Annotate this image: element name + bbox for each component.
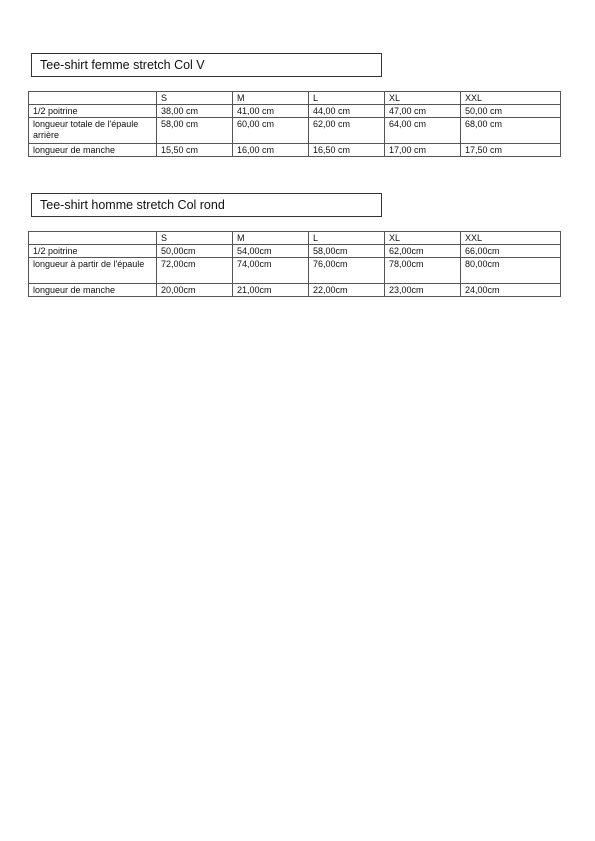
table-cell: 74,00cm	[233, 258, 309, 284]
table-cell: 64,00 cm	[385, 118, 461, 144]
row-label: longueur de manche	[29, 284, 157, 297]
header-cell: L	[309, 92, 385, 105]
table-row	[29, 118, 561, 144]
header-cell: L	[309, 232, 385, 245]
table-cell: 60,00 cm	[233, 118, 309, 144]
table-cell: 58,00cm	[309, 245, 385, 258]
table-row	[29, 144, 561, 157]
table-cell: 78,00cm	[385, 258, 461, 284]
table-header-row	[29, 232, 561, 245]
table-cell: 66,00cm	[461, 245, 561, 258]
table-cell: 21,00cm	[233, 284, 309, 297]
row-label: longueur totale de l'épaule arrière	[29, 118, 157, 144]
table-cell: 50,00cm	[157, 245, 233, 258]
table-cell: 16,50 cm	[309, 144, 385, 157]
table-cell: 23,00cm	[385, 284, 461, 297]
table-cell: 62,00 cm	[309, 118, 385, 144]
size-table	[28, 91, 561, 157]
table-cell: 15,50 cm	[157, 144, 233, 157]
table-cell: 17,00 cm	[385, 144, 461, 157]
header-cell	[29, 92, 157, 105]
header-cell: XL	[385, 232, 461, 245]
table-cell: 68,00 cm	[461, 118, 561, 144]
table-cell: 41,00 cm	[233, 105, 309, 118]
table-cell: 24,00cm	[461, 284, 561, 297]
table-header-row	[29, 92, 561, 105]
table-title-box	[31, 193, 382, 217]
table-row	[29, 258, 561, 284]
table-cell: 47,00 cm	[385, 105, 461, 118]
table-cell: 44,00 cm	[309, 105, 385, 118]
header-cell: XXL	[461, 92, 561, 105]
table-cell: 20,00cm	[157, 284, 233, 297]
table-title: Tee-shirt femme stretch Col V	[40, 58, 205, 72]
table-cell: 76,00cm	[309, 258, 385, 284]
table-cell: 72,00cm	[157, 258, 233, 284]
row-label: 1/2 poitrine	[29, 105, 157, 118]
table-cell: 38,00 cm	[157, 105, 233, 118]
row-label: 1/2 poitrine	[29, 245, 157, 258]
table-cell: 58,00 cm	[157, 118, 233, 144]
table-cell: 80,00cm	[461, 258, 561, 284]
row-label: longueur à partir de l'épaule	[29, 258, 157, 284]
table-row	[29, 284, 561, 297]
table-cell: 17,50 cm	[461, 144, 561, 157]
header-cell: S	[157, 232, 233, 245]
table-title-box	[31, 53, 382, 77]
header-cell: M	[233, 232, 309, 245]
table-cell: 50,00 cm	[461, 105, 561, 118]
row-label: longueur de manche	[29, 144, 157, 157]
table-cell: 62,00cm	[385, 245, 461, 258]
table-row	[29, 245, 561, 258]
table-row	[29, 105, 561, 118]
table-title: Tee-shirt homme stretch Col rond	[40, 198, 225, 212]
table-cell: 54,00cm	[233, 245, 309, 258]
header-cell	[29, 232, 157, 245]
header-cell: XL	[385, 92, 461, 105]
header-cell: M	[233, 92, 309, 105]
header-cell: S	[157, 92, 233, 105]
table-cell: 22,00cm	[309, 284, 385, 297]
header-cell: XXL	[461, 232, 561, 245]
size-table	[28, 231, 561, 297]
table-cell: 16,00 cm	[233, 144, 309, 157]
